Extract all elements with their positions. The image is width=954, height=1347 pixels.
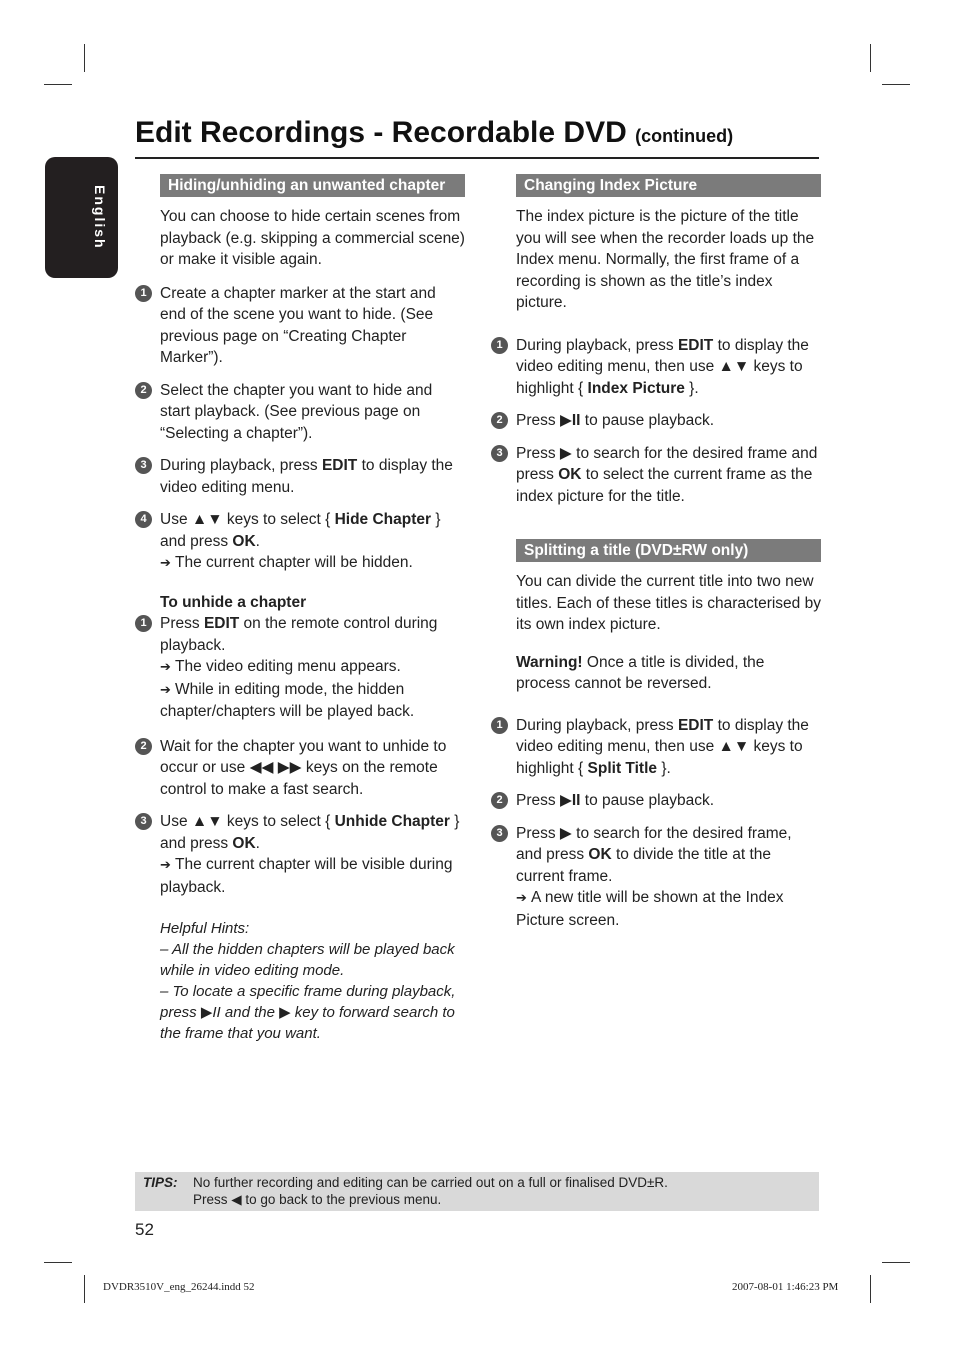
result-text: The current chapter will be visible during playback. [160, 856, 453, 896]
title-rule [135, 157, 819, 159]
crop-mark [870, 1275, 871, 1303]
option-unhide-chapter: Unhide Chapter [334, 813, 450, 830]
left-column [135, 174, 465, 1044]
step-3 [135, 455, 465, 498]
step-text: to pause playback. [580, 792, 715, 809]
step-text: on the remote control during playback. [160, 615, 438, 654]
step-text: Use ▲▼ keys to select { [160, 813, 335, 830]
warning [516, 652, 821, 695]
step-text: . [255, 834, 260, 852]
unhide-step-3 [135, 811, 465, 898]
right-column [491, 174, 821, 931]
step-number: 1 [491, 717, 508, 734]
tips-bar [135, 1172, 819, 1211]
key-ok: OK [232, 834, 256, 852]
step-text: During playback, press [516, 336, 678, 354]
step-number: 2 [491, 792, 508, 809]
arrow-icon: ➔ [160, 858, 176, 873]
step-number: 2 [135, 738, 152, 755]
play-pause-icon: ▶II [559, 792, 581, 809]
warning-label: Warning! [516, 653, 583, 671]
step-text: Press ▶ to search for the desired frame and press [516, 444, 818, 483]
crop-mark [44, 84, 72, 85]
step-number: 2 [491, 412, 508, 429]
index-step-2 [491, 410, 821, 432]
warning-text: Once a title is divided, the process cannot be reversed. [516, 653, 765, 692]
step-result [160, 679, 465, 723]
step-number: 3 [491, 825, 508, 842]
index-step-3 [491, 443, 821, 508]
step-2 [135, 380, 465, 445]
step-text: to display the video editing menu, then use ▲▼ keys to highlight { [516, 716, 809, 777]
result-text: The video editing menu appears. [175, 658, 401, 675]
key-ok: OK [232, 532, 256, 550]
section-heading-index-picture: Changing Index Picture [516, 174, 821, 197]
tips-line: Press ◀ to go back to the previous menu. [193, 1192, 442, 1207]
option-index-picture: Index Picture [587, 379, 685, 397]
arrow-icon: ➔ [160, 660, 176, 675]
option-hide-chapter: Hide Chapter [334, 511, 432, 528]
step-text: Press [516, 792, 560, 809]
step-text: Press ▶ to search for the desired frame, and press [516, 824, 792, 863]
language-tab-label: English [92, 185, 108, 250]
page-number: 52 [135, 1220, 154, 1239]
step-text: Wait for the chapter you want to unhide to occur or use ◀◀ ▶▶ keys on the remote control to make a fast search. [160, 737, 447, 798]
crop-mark [882, 84, 910, 85]
step-text: Use ▲▼ keys to select { [160, 511, 335, 528]
step-number: 3 [135, 813, 152, 830]
key-edit: EDIT [321, 457, 358, 474]
unhide-step-1 [135, 613, 465, 723]
step-text: }. [657, 759, 671, 777]
section-heading-hiding: Hiding/unhiding an unwanted chapter [160, 174, 465, 197]
step-result [160, 552, 465, 575]
hint-item: – To locate a specific frame during playback, press ▶II and the ▶ key to forward search to the frame that you want. [160, 983, 456, 1042]
step-text: Press [160, 615, 204, 632]
play-pause-icon: ▶II [559, 412, 581, 429]
unhide-step-2 [135, 736, 465, 801]
step-text: }. [684, 379, 699, 397]
hint-item: – All the hidden chapters will be played back while in video editing mode. [160, 941, 455, 979]
split-step-2 [491, 790, 821, 812]
split-step-1 [491, 715, 821, 780]
index-step-1 [491, 335, 821, 400]
step-4 [135, 509, 465, 575]
arrow-icon: ➔ [160, 682, 176, 698]
step-1 [135, 283, 465, 369]
page-title [135, 116, 733, 150]
step-number: 3 [135, 457, 152, 474]
result-text: A new title will be shown at the Index Picture screen. [516, 889, 784, 929]
helpful-hints [160, 918, 465, 1044]
section-heading-splitting: Splitting a title (DVD±RW only) [516, 539, 821, 562]
tips-label: TIPS: [143, 1175, 178, 1190]
step-text: } and press [160, 813, 460, 852]
step-number: 1 [491, 337, 508, 354]
unhide-heading: To unhide a chapter [160, 593, 307, 611]
intro-index-picture: The index picture is the picture of the title you will see when the recorder loads up the Index menu. Normally, the first frame of a recording is shown as the title’s index picture. [516, 208, 815, 311]
split-step-3 [491, 823, 821, 932]
step-text: to display the video editing menu. [160, 457, 453, 496]
step-number: 3 [491, 445, 508, 462]
step-text: . [255, 532, 260, 550]
arrow-icon: ➔ [160, 556, 176, 571]
crop-mark [84, 1275, 85, 1303]
step-number: 1 [135, 615, 152, 632]
option-split-title: Split Title [587, 759, 658, 777]
key-edit: EDIT [677, 336, 714, 354]
step-text: Select the chapter you want to hide and start playback. (See previous page on “Selecting a chapter”). [160, 381, 433, 442]
step-text: to select the current frame as the index picture for the title. [516, 466, 813, 505]
result-text: The current chapter will be hidden. [175, 554, 413, 571]
step-number: 1 [135, 285, 152, 302]
intro-splitting: You can divide the current title into two new titles. Each of these titles is characterised by its own index picture. [516, 573, 821, 633]
crop-mark [84, 44, 85, 72]
slug-date: 2007-08-01 1:46:23 PM [732, 1281, 839, 1293]
step-text: to divide the title at the current frame. [516, 846, 772, 885]
key-edit: EDIT [203, 615, 240, 632]
hints-title: Helpful Hints: [160, 920, 250, 937]
key-ok: OK [588, 846, 612, 863]
crop-mark [44, 1262, 72, 1263]
crop-mark [870, 44, 871, 72]
tips-text [193, 1174, 668, 1208]
key-edit: EDIT [677, 716, 714, 734]
step-result [516, 887, 821, 931]
slug-file: DVDR3510V_eng_26244.indd 52 [103, 1281, 255, 1293]
step-text: Press [516, 412, 560, 429]
step-text: Create a chapter marker at the start and end of the scene you want to hide. (See previous page on “Creating Chapter Marker”). [160, 284, 436, 366]
step-result [160, 854, 465, 898]
key-ok: OK [558, 466, 582, 483]
arrow-icon: ➔ [516, 891, 532, 906]
step-text: to display the video editing menu, then use ▲▼ keys to highlight { [516, 336, 809, 397]
step-text: During playback, press [516, 716, 678, 734]
page-title-text: Edit Recordings - Recordable DVD [135, 116, 627, 149]
page-title-continued: (continued) [635, 126, 734, 146]
intro-hiding: You can choose to hide certain scenes from playback (e.g. skipping a commercial scene) or make it visible again. [160, 208, 465, 268]
step-number: 2 [135, 382, 152, 399]
step-number: 4 [135, 511, 152, 528]
step-text: During playback, press [160, 457, 322, 474]
crop-mark [882, 1262, 910, 1263]
step-text: to pause playback. [580, 412, 715, 429]
step-result [160, 656, 465, 679]
step-text: } and press [160, 511, 441, 550]
tips-line: No further recording and editing can be carried out on a full or finalised DVD±R. [193, 1175, 668, 1190]
result-text: While in editing mode, the hidden chapter/chapters will be played back. [160, 680, 415, 720]
